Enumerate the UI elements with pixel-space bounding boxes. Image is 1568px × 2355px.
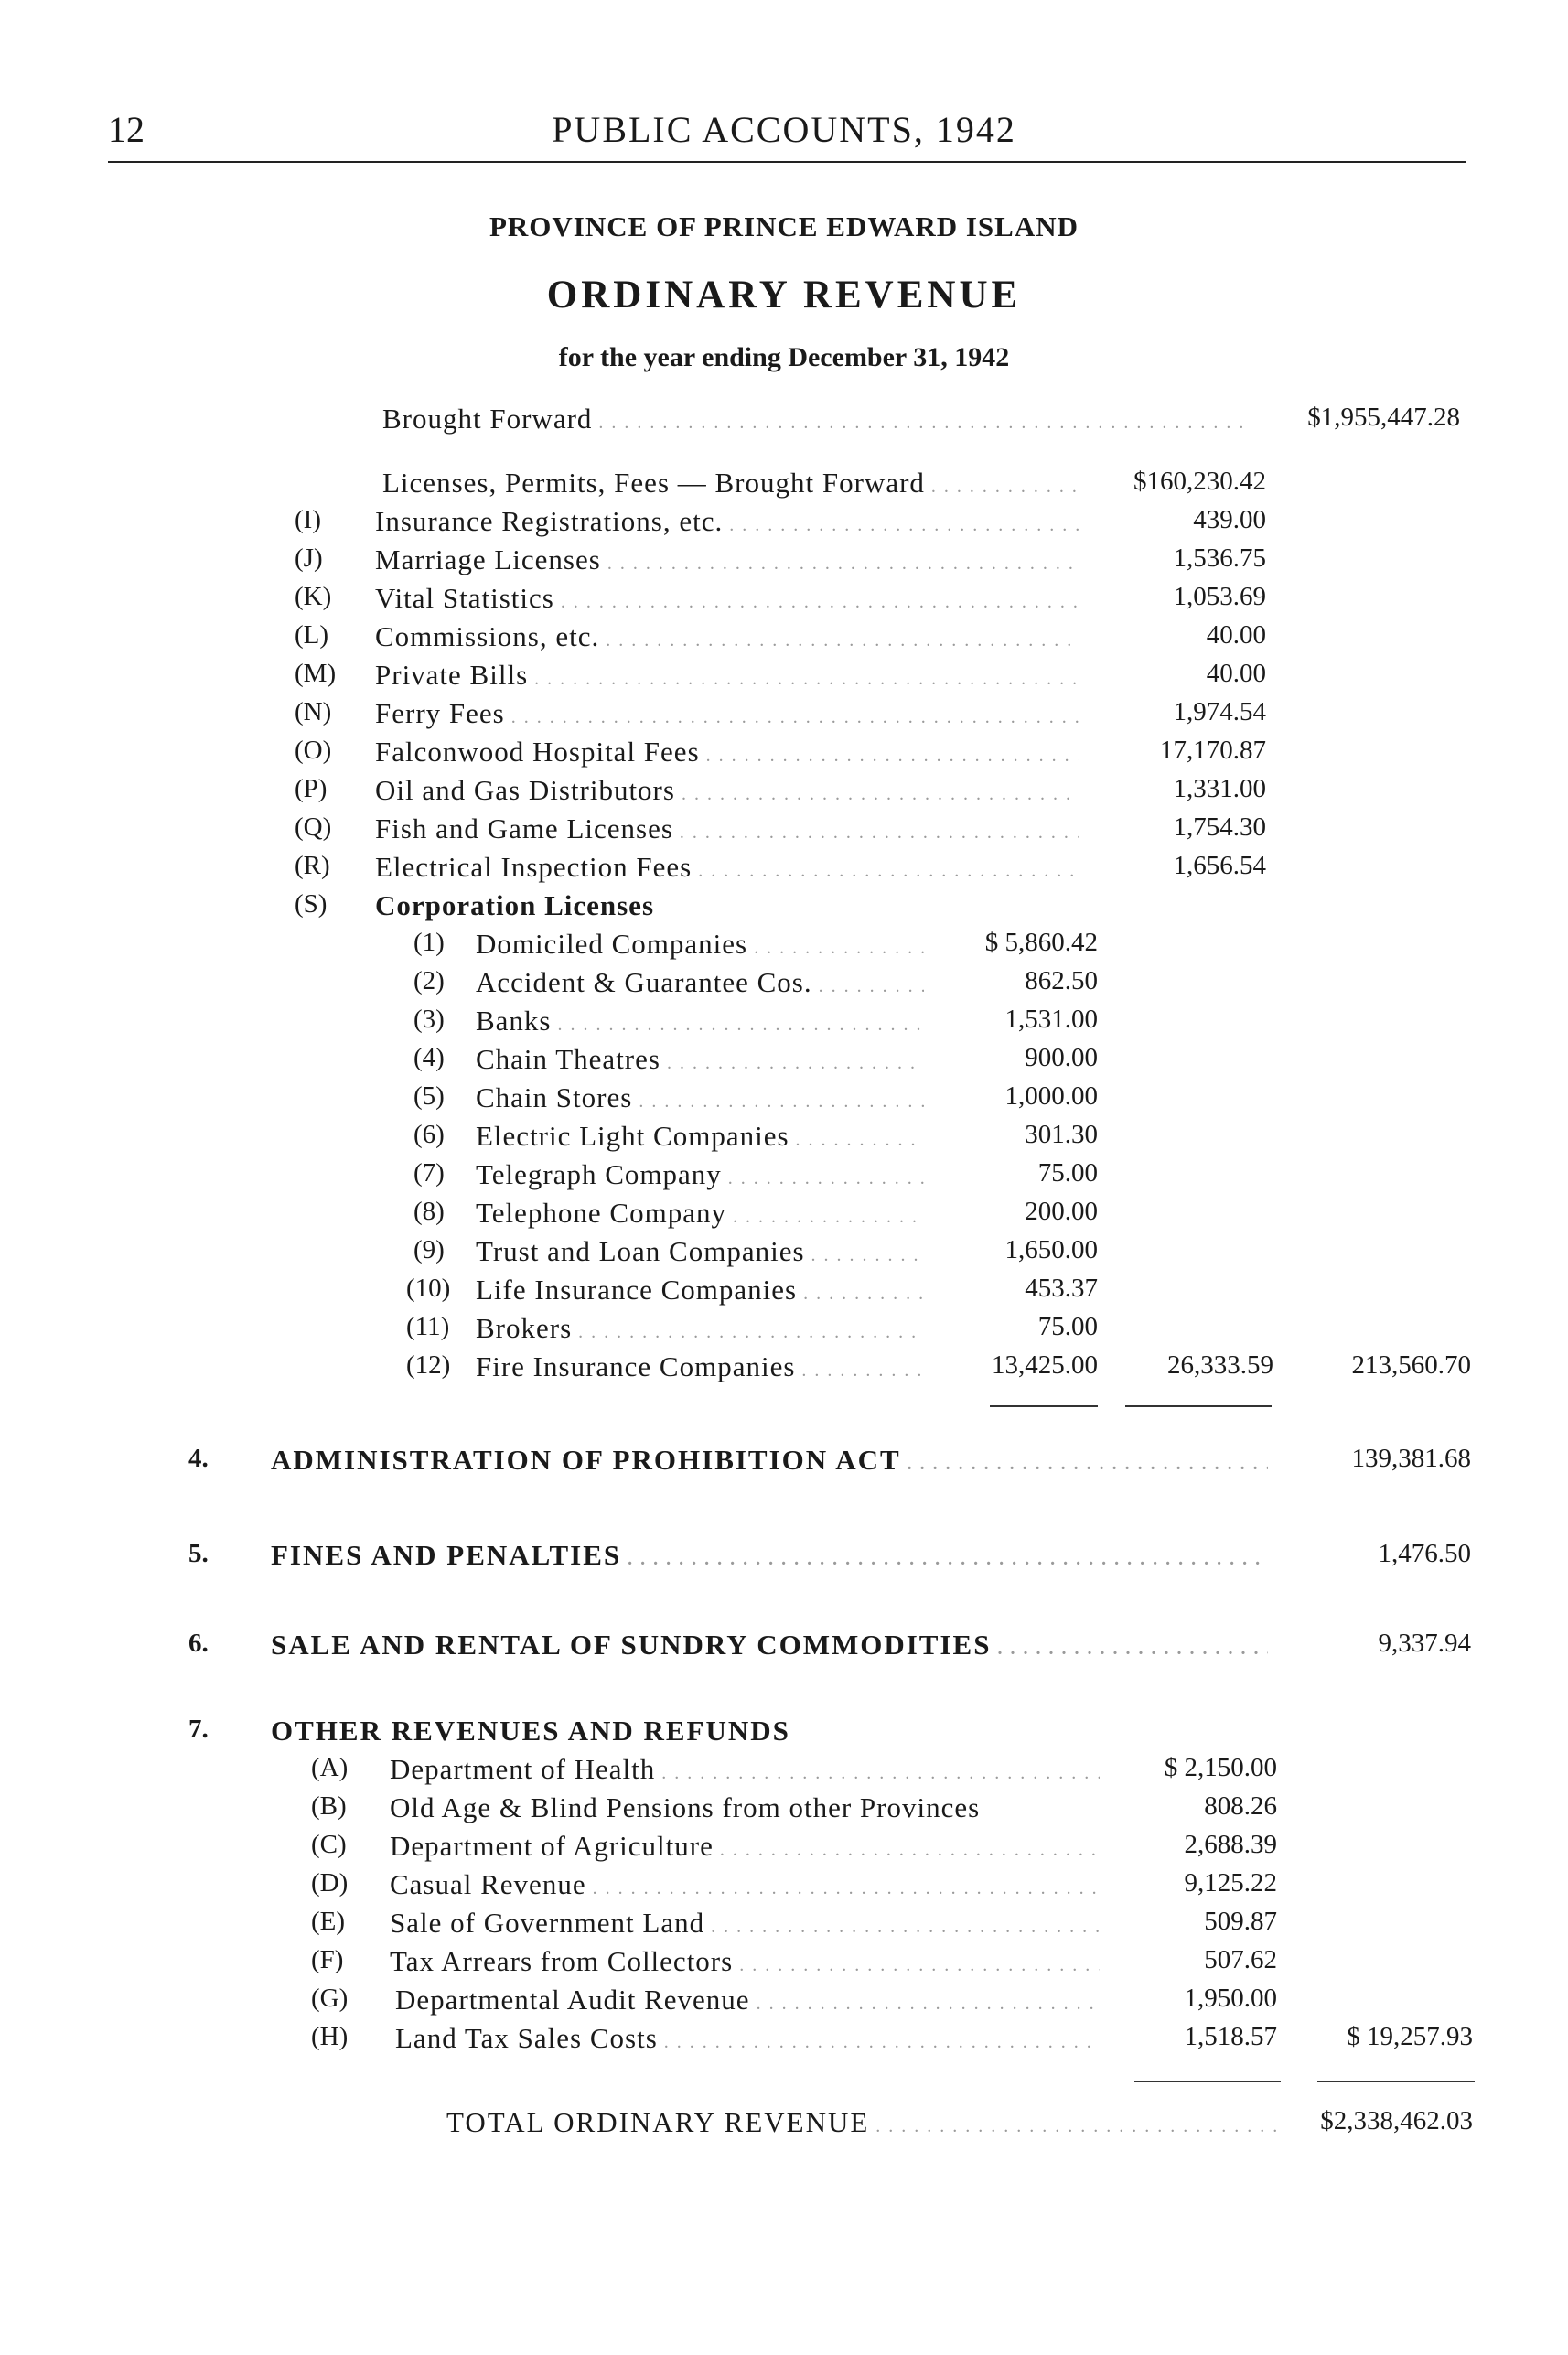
item-code: (P) — [295, 774, 328, 803]
item-label: Sale of Government Land . . . — [390, 1907, 1100, 1940]
item-amount: 40.00 — [1206, 620, 1266, 650]
sub-item-amount: $ 5,860.42 — [984, 928, 1098, 957]
other-revenue-row — [0, 1791, 1568, 1832]
sub-item-code: (7) — [413, 1158, 445, 1188]
license-row — [0, 659, 1568, 699]
other-revenues-heading-row — [0, 1715, 1568, 1755]
item-amount: 17,170.87 — [1160, 736, 1266, 765]
item-code: (O) — [295, 736, 332, 765]
item-label: Ferry Fees . . . — [375, 697, 1079, 730]
corporation-row — [0, 1312, 1568, 1352]
item-code: (G) — [311, 1984, 349, 2013]
section-number: 4. — [188, 1444, 209, 1473]
license-row — [0, 736, 1568, 776]
section-number: 7. — [188, 1715, 209, 1744]
sub-item-label: Chain Stores . . . — [476, 1081, 924, 1114]
license-row — [0, 697, 1568, 737]
sub-item-code: (11) — [406, 1312, 450, 1341]
item-amount: 1,331.00 — [1173, 774, 1266, 803]
item-label: Department of Health . . . — [390, 1753, 1100, 1786]
item-label: Casual Revenue . . . — [390, 1868, 1100, 1901]
other-revenue-row — [0, 1945, 1568, 1985]
section-amount: 1,476.50 — [1378, 1539, 1471, 1568]
brought-forward-amount: $1,955,447.28 — [1307, 403, 1460, 432]
item-amount: 1,656.54 — [1173, 851, 1266, 880]
sub-item-code: (9) — [413, 1235, 445, 1264]
sub-item-amount: 453.37 — [1025, 1274, 1098, 1303]
item-code: (F) — [311, 1945, 344, 1974]
item-amount: 1,974.54 — [1173, 697, 1266, 726]
item-label: Land Tax Sales Costs . . . — [395, 2022, 1100, 2055]
brought-forward-row — [0, 403, 1568, 443]
corporation-row — [0, 1274, 1568, 1314]
item-code: (A) — [311, 1753, 349, 1782]
sub-item-code: (3) — [413, 1005, 445, 1034]
sub-item-amount: 75.00 — [1037, 1312, 1098, 1341]
license-row — [0, 582, 1568, 622]
item-code: (E) — [311, 1907, 346, 1936]
item-code: (Q) — [295, 812, 332, 842]
item-label: Insurance Registrations, etc. . . . — [375, 505, 1079, 538]
item-amount: 1,536.75 — [1173, 543, 1266, 573]
sub-item-code: (5) — [413, 1081, 445, 1111]
licenses-bf-label: Licenses, Permits, Fees — Brought Forward . . . — [382, 467, 1079, 500]
other-revenue-row — [0, 2022, 1568, 2062]
item-label: Private Bills . . . — [375, 659, 1079, 692]
license-row — [0, 812, 1568, 853]
corporation-row — [0, 1081, 1568, 1122]
corporation-licenses-label: Corporation Licenses — [375, 889, 655, 921]
sub-item-code: (4) — [413, 1043, 445, 1072]
sub-item-amount: 13,425.00 — [992, 1350, 1098, 1380]
item-label: Oil and Gas Distributors . . . — [375, 774, 1079, 807]
other-revenue-row — [0, 1984, 1568, 2024]
section-label: OTHER REVENUES AND REFUNDS — [271, 1715, 790, 1747]
item-amount: 2,688.39 — [1184, 1830, 1277, 1859]
page-title: PUBLIC ACCOUNTS, 1942 — [552, 109, 1016, 150]
sub-item-label: Telegraph Company . . . — [476, 1158, 924, 1191]
sub-item-amount: 75.00 — [1037, 1158, 1098, 1188]
item-code: (B) — [311, 1791, 347, 1821]
item-amount: 1,053.69 — [1173, 582, 1266, 611]
licenses-bf-amount: $160,230.42 — [1133, 467, 1266, 496]
item-label: Fish and Game Licenses . . . — [375, 812, 1079, 845]
subtotal-rule — [1125, 1405, 1272, 1407]
section-row — [0, 1444, 1568, 1484]
sub-item-label: Telephone Company . . . — [476, 1197, 924, 1230]
corporation-row — [0, 1197, 1568, 1237]
sub-item-code: (1) — [413, 928, 445, 957]
sub-item-amount: 1,531.00 — [1004, 1005, 1098, 1034]
item-code: (K) — [295, 582, 332, 611]
sub-item-label: Chain Theatres . . . — [476, 1043, 924, 1076]
sub-item-amount: 862.50 — [1025, 966, 1098, 995]
grand-total-label: TOTAL ORDINARY REVENUE . . . — [446, 2106, 1281, 2139]
item-code: (L) — [295, 620, 329, 650]
item-amount: 40.00 — [1206, 659, 1266, 688]
sub-item-amount: 1,650.00 — [1004, 1235, 1098, 1264]
item-code: (C) — [311, 1830, 347, 1859]
section-number: 6. — [188, 1629, 209, 1658]
item-amount: 808.26 — [1204, 1791, 1277, 1821]
item-code: (M) — [295, 659, 337, 688]
grand-total-amount: $2,338,462.03 — [1320, 2106, 1473, 2135]
item-amount: 509.87 — [1204, 1907, 1277, 1936]
section-amount: 139,381.68 — [1351, 1444, 1471, 1473]
sub-item-label: Fire Insurance Companies . . . — [476, 1350, 924, 1383]
sub-item-amount: 301.30 — [1025, 1120, 1098, 1149]
sub-item-label: Banks . . . — [476, 1005, 924, 1038]
item-label: Departmental Audit Revenue . . . — [395, 1984, 1100, 2016]
section-row — [0, 1629, 1568, 1669]
sub-item-code: (6) — [413, 1120, 445, 1149]
corporation-row — [0, 966, 1568, 1006]
corporation-row — [0, 1120, 1568, 1160]
header-rule — [108, 161, 1466, 163]
item-amount: $ 2,150.00 — [1164, 1753, 1277, 1782]
other-revenue-row — [0, 1830, 1568, 1870]
license-row — [0, 851, 1568, 891]
item-amount: 507.62 — [1204, 1945, 1277, 1974]
subtotal-rule — [990, 1405, 1098, 1407]
item-amount: 1,518.57 — [1184, 2022, 1277, 2051]
section-amount: 9,337.94 — [1378, 1629, 1471, 1658]
item-label: Falconwood Hospital Fees . . . — [375, 736, 1079, 769]
document-title: ORDINARY REVENUE — [546, 274, 1022, 317]
item-label: Old Age & Blind Pensions from other Provinces — [390, 1791, 981, 1823]
province-heading: PROVINCE OF PRINCE EDWARD ISLAND — [489, 210, 1079, 242]
item-label: Commissions, etc. . . . — [375, 620, 1079, 653]
item-label: Tax Arrears from Collectors . . . — [390, 1945, 1100, 1978]
corporation-row — [0, 1235, 1568, 1275]
other-revenue-row — [0, 1868, 1568, 1909]
sub-item-label: Brokers . . . — [476, 1312, 924, 1345]
other-revenues-total: $ 19,257.93 — [1347, 2022, 1473, 2051]
corporation-row — [0, 1158, 1568, 1199]
license-row — [0, 543, 1568, 584]
corporation-row — [0, 1350, 1568, 1391]
item-code: (R) — [295, 851, 330, 880]
sub-item-amount: 900.00 — [1025, 1043, 1098, 1072]
item-label: Department of Agriculture . . . — [390, 1830, 1100, 1863]
licenses-brought-forward-row — [0, 467, 1568, 507]
period-line: for the year ending December 31, 1942 — [558, 342, 1010, 372]
item-code: (H) — [311, 2022, 349, 2051]
sub-item-label: Domiciled Companies . . . — [476, 928, 924, 961]
sub-item-label: Trust and Loan Companies . . . — [476, 1235, 924, 1268]
sub-item-code: (8) — [413, 1197, 445, 1226]
sub-item-label: Accident & Guarantee Cos. . . . — [476, 966, 924, 999]
other-revenue-row — [0, 1753, 1568, 1793]
brought-forward-label: Brought Forward . . . — [382, 403, 1242, 436]
page-number: 12 — [108, 109, 145, 150]
corporation-row — [0, 1043, 1568, 1083]
item-code: (J) — [295, 543, 323, 573]
item-code: (S) — [295, 889, 328, 919]
license-row — [0, 620, 1568, 661]
license-row — [0, 505, 1568, 545]
sub-item-label: Life Insurance Companies . . . — [476, 1274, 924, 1307]
other-revenue-row — [0, 1907, 1568, 1947]
corporation-subtotal: 26,333.59 — [1167, 1350, 1273, 1380]
section-row — [0, 1539, 1568, 1579]
section-number: 5. — [188, 1539, 209, 1568]
section-label: FINES AND PENALTIES . . . — [271, 1539, 1268, 1572]
item-amount: 9,125.22 — [1184, 1868, 1277, 1898]
item-code: (D) — [311, 1868, 349, 1898]
item-label: Electrical Inspection Fees . . . — [375, 851, 1079, 884]
corporation-row — [0, 1005, 1568, 1045]
sub-item-amount: 1,000.00 — [1004, 1081, 1098, 1111]
sub-item-code: (12) — [406, 1350, 451, 1380]
corporation-row — [0, 928, 1568, 968]
grand-total-row — [0, 2106, 1568, 2146]
item-amount: 1,950.00 — [1184, 1984, 1277, 2013]
section-label: ADMINISTRATION OF PROHIBITION ACT . . . — [271, 1444, 1268, 1477]
licenses-section-total: 213,560.70 — [1351, 1350, 1471, 1380]
item-amount: 1,754.30 — [1173, 812, 1266, 842]
sub-item-code: (2) — [413, 966, 445, 995]
license-row — [0, 774, 1568, 814]
total-rule — [1317, 2081, 1475, 2082]
sub-item-amount: 200.00 — [1025, 1197, 1098, 1226]
sub-item-label: Electric Light Companies . . . — [476, 1120, 924, 1153]
item-code: (N) — [295, 697, 332, 726]
item-label: Marriage Licenses . . . — [375, 543, 1079, 576]
item-amount: 439.00 — [1193, 505, 1266, 534]
total-rule — [1134, 2081, 1281, 2082]
item-label: Vital Statistics . . . — [375, 582, 1079, 615]
corporation-licenses-row — [0, 889, 1568, 930]
sub-item-code: (10) — [406, 1274, 451, 1303]
section-label: SALE AND RENTAL OF SUNDRY COMMODITIES . . . — [271, 1629, 1268, 1661]
item-code: (I) — [295, 505, 321, 534]
